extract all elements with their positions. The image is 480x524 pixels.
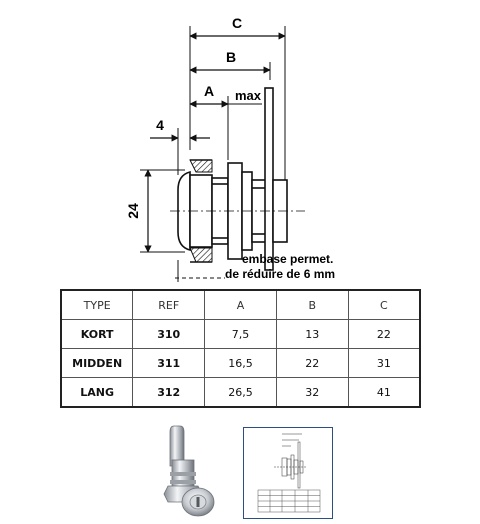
cell-type: LANG <box>61 378 133 408</box>
header-ref: REF <box>133 290 205 320</box>
cell-a: 26,5 <box>205 378 277 408</box>
cell-c: 41 <box>348 378 420 408</box>
label-max: max <box>234 88 262 103</box>
label-c: C <box>231 15 243 31</box>
note-line-2: de réduire de 6 mm <box>225 267 336 281</box>
table-row <box>61 320 420 349</box>
label-a: A <box>203 83 215 99</box>
cell-a: 7,5 <box>205 320 277 349</box>
dimension-b <box>190 49 270 80</box>
cell-a: 16,5 <box>205 349 277 378</box>
cam-lock-photo-thumbnail[interactable] <box>158 422 230 518</box>
cell-ref: 311 <box>133 349 205 378</box>
table-row <box>61 378 420 408</box>
header-type: TYPE <box>61 290 133 320</box>
label-b: B <box>225 49 237 65</box>
cell-c: 22 <box>348 320 420 349</box>
table-row <box>61 349 420 378</box>
cell-ref: 310 <box>133 320 205 349</box>
cell-b: 13 <box>276 320 348 349</box>
lock-side-view <box>178 88 287 270</box>
cell-b: 22 <box>276 349 348 378</box>
header-a: A <box>205 290 277 320</box>
cell-type: MIDDEN <box>61 349 133 378</box>
header-b: B <box>276 290 348 320</box>
cell-ref: 312 <box>133 378 205 408</box>
note-line-1: embase permet. <box>242 252 334 266</box>
cell-b: 32 <box>276 378 348 408</box>
spec-table <box>60 289 421 408</box>
dimension-a <box>190 83 262 160</box>
technical-drawing-thumbnail[interactable] <box>243 427 333 519</box>
table-header-row <box>61 290 420 320</box>
note-base <box>225 252 335 281</box>
cell-type: KORT <box>61 320 133 349</box>
header-c: C <box>348 290 420 320</box>
cell-c: 31 <box>348 349 420 378</box>
label-24: 24 <box>125 203 141 219</box>
label-4: 4 <box>156 117 164 133</box>
